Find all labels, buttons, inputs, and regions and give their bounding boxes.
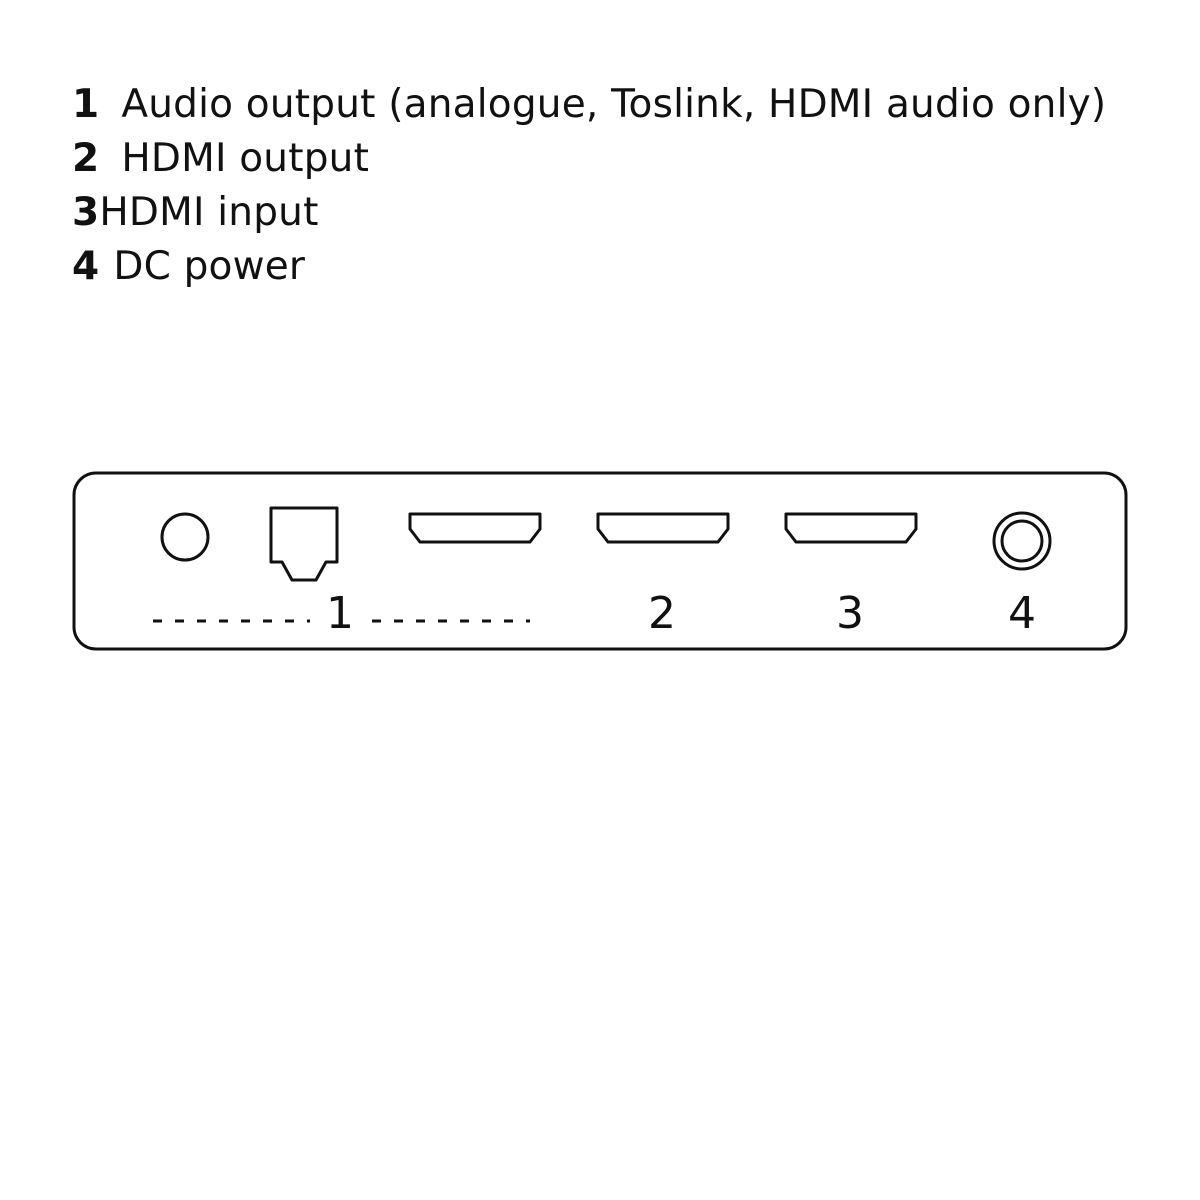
audio-port-label: 1 <box>326 588 354 639</box>
legend-number: 1 <box>72 82 100 127</box>
device-rear-panel-diagram <box>0 460 1200 670</box>
legend-text: HDMI input <box>99 190 319 235</box>
hdmi-port-icon <box>410 514 540 542</box>
legend-item-hdmi-output <box>72 132 1132 186</box>
dc-power-label: 4 <box>1008 588 1036 639</box>
port-legend <box>72 78 1132 294</box>
hdmi-input-label: 3 <box>836 588 864 639</box>
hdmi-port-icon <box>786 514 916 542</box>
legend-item-audio-output <box>72 78 1132 132</box>
legend-item-hdmi-input <box>72 186 1132 240</box>
legend-text: HDMI output <box>121 136 370 181</box>
legend-number: 2 <box>72 136 100 181</box>
legend-text: Audio output (analogue, Toslink, HDMI audio only) <box>121 82 1107 127</box>
analogue-audio-jack-icon <box>162 514 208 560</box>
legend-number: 3 <box>72 190 100 235</box>
dc-power-jack-icon <box>994 513 1050 569</box>
toslink-optical-port-icon <box>271 508 337 580</box>
hdmi-output-label: 2 <box>648 588 676 639</box>
legend-item-dc-power <box>72 240 1132 294</box>
legend-text: DC power <box>113 244 306 289</box>
hdmi-port-icon <box>598 514 728 542</box>
device-panel-outline <box>74 473 1126 649</box>
legend-number: 4 <box>72 244 100 289</box>
